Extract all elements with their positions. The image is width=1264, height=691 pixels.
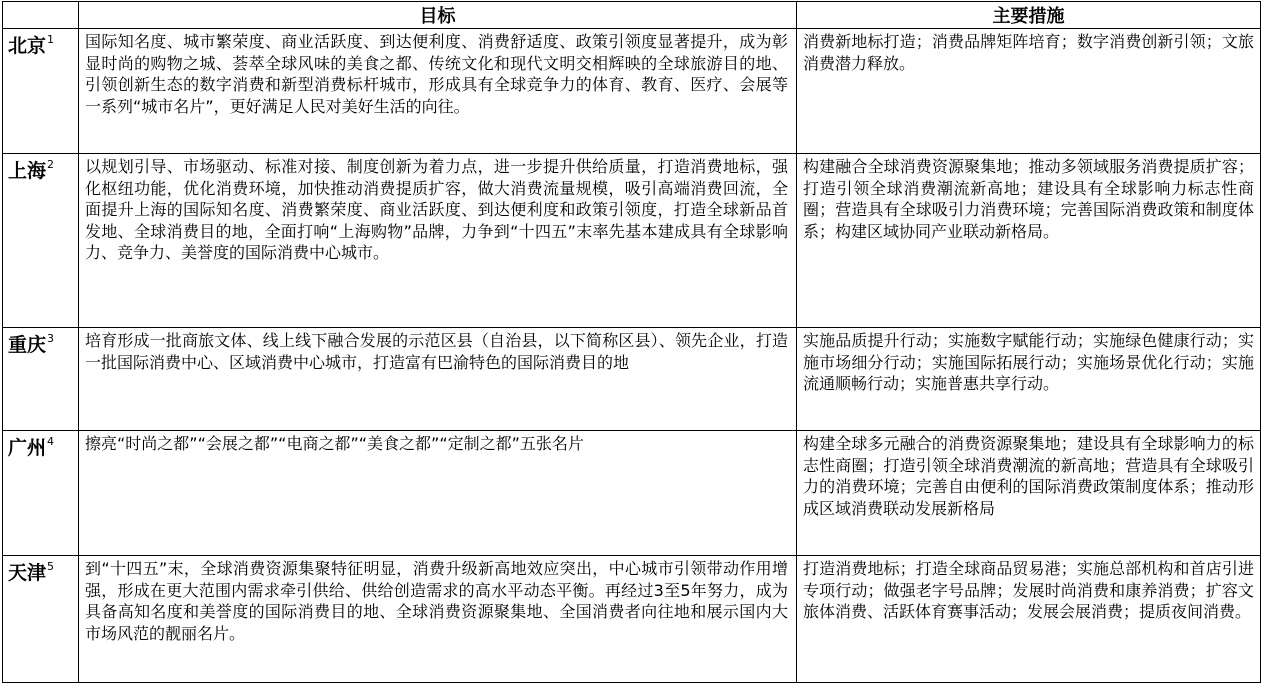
city-name: 北京 <box>8 35 47 57</box>
table-row <box>3 29 1261 154</box>
header-measures: 主要措施 <box>797 2 1261 29</box>
goal-cell: 到“十四五”末，全球消费资源集聚特征明显，消费升级新高地效应突出，中心城市引领带动作用增强，形成在更大范围内需求牵引供给、供给创造需求的高水平动态平衡。再经过3至5年努力，成为具备高知名度和美誉度的国际消费目的地、全球消费资源聚集地、全国消费者向往地和展示国内大市场风范的靓丽名片。 <box>79 556 797 683</box>
footnote-marker: 4 <box>47 435 55 448</box>
measures-cell: 构建全球多元融合的消费资源聚集地；建设具有全球影响力的标志性商圈；打造引领全球消费潮流的新高地；营造具有全球吸引力的消费环境；完善自由便利的国际消费政策制度体系；推动形成区域消费联动发展新格局 <box>797 431 1261 556</box>
city-name: 广州 <box>8 437 47 459</box>
table-row <box>3 154 1261 328</box>
table-row <box>3 328 1261 431</box>
header-city <box>3 2 79 29</box>
footnote-marker: 2 <box>47 158 55 171</box>
city-name: 天津 <box>8 562 47 584</box>
footnote-marker: 1 <box>47 33 55 46</box>
header-goal: 目标 <box>79 2 797 29</box>
city-cell <box>3 29 79 154</box>
measures-cell: 消费新地标打造；消费品牌矩阵培育；数字消费创新引领；文旅消费潜力释放。 <box>797 29 1261 154</box>
goal-cell: 擦亮“时尚之都”“会展之都”“电商之都”“美食之都”“定制之都”五张名片 <box>79 431 797 556</box>
city-cell <box>3 328 79 431</box>
city-cell <box>3 431 79 556</box>
footnote-marker: 3 <box>47 332 55 345</box>
goal-cell: 培育形成一批商旅文体、线上线下融合发展的示范区县（自治县，以下简称区县）、领先企业，打造一批国际消费中心、区域消费中心城市，打造富有巴渝特色的国际消费目的地 <box>79 328 797 431</box>
header-row <box>3 2 1261 29</box>
city-name: 重庆 <box>8 334 47 356</box>
measures-cell: 实施品质提升行动；实施数字赋能行动；实施绿色健康行动；实施市场细分行动；实施国际拓展行动；实施场景优化行动；实施流通顺畅行动；实施普惠共享行动。 <box>797 328 1261 431</box>
table-row <box>3 556 1261 683</box>
consumption-center-table <box>2 1 1261 683</box>
goal-cell: 以规划引导、市场驱动、标准对接、制度创新为着力点，进一步提升供给质量，打造消费地标，强化枢纽功能，优化消费环境，加快推动消费提质扩容，做大消费流量规模，吸引高端消费回流，全面提升上海的国际知名度、消费繁荣度、商业活跃度、到达便利度和政策引领度，打造全球新品首发地、全球消费目的地，全面打响“上海购物”品牌，力争到“十四五”末率先基本建成具有全球影响力、竞争力、美誉度的国际消费中心城市。 <box>79 154 797 328</box>
table-row <box>3 431 1261 556</box>
measures-cell: 构建融合全球消费资源聚集地；推动多领域服务消费提质扩容；打造引领全球消费潮流新高地；建设具有全球影响力标志性商圈；营造具有全球吸引力消费环境；完善国际消费政策和制度体系；构建区域协同产业联动新格局。 <box>797 154 1261 328</box>
city-cell <box>3 154 79 328</box>
goal-cell: 国际知名度、城市繁荣度、商业活跃度、到达便利度、消费舒适度、政策引领度显著提升，成为彰显时尚的购物之城、荟萃全球风味的美食之都、传统文化和现代文明交相辉映的全球旅游目的地、引领创新生态的数字消费和新型消费标杆城市，形成具有全球竞争力的体育、教育、医疗、会展等一系列“城市名片”，更好满足人民对美好生活的向往。 <box>79 29 797 154</box>
city-cell <box>3 556 79 683</box>
footnote-marker: 5 <box>47 560 55 573</box>
city-name: 上海 <box>8 160 47 182</box>
measures-cell: 打造消费地标；打造全球商品贸易港；实施总部机构和首店引进专项行动；做强老字号品牌；发展时尚消费和康养消费；扩容文旅体消费、活跃体育赛事活动；发展会展消费；提质夜间消费。 <box>797 556 1261 683</box>
